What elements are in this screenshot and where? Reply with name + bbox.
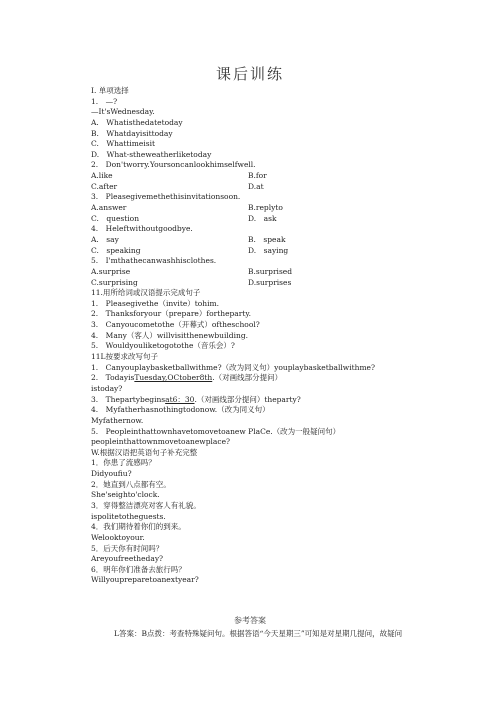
option-row [91, 214, 431, 225]
option-d: D. saying [248, 245, 289, 255]
underlined-phrase: Tuesday,OCtober8th [134, 373, 213, 383]
section-heading: I. 单项选择 [91, 86, 129, 95]
question-text: 3. Thepartybegins [91, 394, 166, 404]
option-row [91, 182, 431, 193]
underlined-phrase: at6：30 [165, 394, 195, 404]
answer-explanation: L答案：B点拨：考查特殊疑问句。根据答语“今天星期三”可知是对星期几提问，故疑问 [114, 629, 403, 638]
option-b: B.for [248, 171, 267, 181]
question-line: 6．明年你们准备去旅行吗？ [91, 564, 186, 574]
question-line [91, 395, 431, 406]
question-line: 1．你患了流感吗？ [91, 458, 156, 468]
answer-line: ispolitetotheguests. [91, 511, 166, 521]
section-heading: 11L按要求改写句子 [91, 352, 159, 362]
question-stem: 5. I'mthathecanwashhisclothes. [91, 256, 217, 266]
option-c: C.after [91, 181, 118, 191]
answer-line: Areyoufreetheday? [91, 554, 164, 564]
option-b: B.replyto [248, 203, 283, 213]
question-text: 2. Todayis [91, 373, 135, 383]
option-row [91, 267, 431, 278]
answer-line: Welooktoyour. [91, 532, 145, 542]
option-a: A.like [91, 171, 113, 181]
question-stem: 4. Heleftwithoutgoodbye. [91, 224, 193, 234]
option-d: D. ask [248, 213, 277, 223]
option-c: C.surprising [91, 277, 138, 287]
option-row [91, 235, 431, 246]
question-instruction: .（对画线部分提问）theparty? [194, 394, 301, 404]
question-line: 5. Peopleinthattownhavetomovetoanew PlaCe.（改为一般疑问句） [91, 426, 341, 436]
question-stem: 1. —? [91, 96, 118, 106]
exercise-body [91, 86, 431, 586]
question-line: 5. Wouldyouliketogotothe（音乐会）? [91, 341, 235, 351]
option-row [91, 246, 431, 257]
answer-line: Didyoufiu? [91, 469, 132, 479]
question-line: 4. Myfatherhasnothingtodonow.（改为同义句） [91, 405, 270, 415]
answer-line: Willyoupreparetoanextyear? [91, 575, 199, 585]
question-stem: 2. Don'tworry.Yoursoncanlookhimselfwell. [91, 160, 256, 170]
question-line: 5．后天你有时间吗？ [91, 543, 164, 553]
question-line: 3. Canyoucometothe（开幕式）oftheschool? [91, 320, 260, 330]
question-instruction: .（对画线部分提问） [212, 373, 283, 383]
option-c: C. speaking [91, 245, 141, 255]
question-line: 4. Many（客人）willvisitthenewbuilding. [91, 330, 249, 340]
page-title: 课后训练 [215, 65, 284, 83]
answer-line: istoday? [91, 383, 123, 393]
option-a: A.surprise [91, 266, 131, 276]
answers-heading: 参考答案 [234, 616, 266, 625]
answer-line: Myfathernow. [91, 415, 144, 425]
option-a: A. say [91, 234, 119, 244]
option-d: D.at [248, 181, 264, 191]
option-d: D.surprises [248, 277, 292, 287]
question-line [91, 373, 431, 384]
question-line: 3．穿得整洁漂亮对客人有礼貌。 [91, 500, 201, 510]
option-b: B.surprised [248, 266, 293, 276]
option-row [91, 171, 431, 182]
section-heading: 11.用所给词或汉语提示完成句子 [91, 288, 201, 298]
question-line: 1. Pleasegivethe（invite）tohim. [91, 298, 220, 308]
question-line: 2. Thanksforyour（prepare）fortheparty. [91, 309, 252, 319]
option-c: C. Whattimeisit [91, 139, 156, 149]
answer-line: peopleinthattownmovetoanewplace? [91, 437, 231, 447]
option-b: B. speak [248, 234, 286, 244]
question-stem: 3. Pleasegivemethethisinvitationsoon. [91, 192, 241, 202]
option-a: A. Whatisthedatetoday [91, 117, 183, 127]
option-c: C. question [91, 213, 140, 223]
answer-line: She'seighto'clock. [91, 490, 160, 500]
option-d: D. What-stheweatherliketoday [91, 149, 212, 159]
option-a: A.answer [91, 203, 127, 213]
option-row [91, 203, 431, 214]
question-line: 2．她直到八点都有空。 [91, 479, 171, 489]
question-reply: —It'sWednesday. [91, 107, 155, 117]
question-line: 4．我们期待着你们的到来。 [91, 522, 186, 532]
option-row [91, 278, 431, 289]
option-b: B. Whatdayisittoday [91, 128, 173, 138]
question-line: 1. Canyouplaybasketballwithme?（改为同义句）youplaybasketballwithme? [91, 362, 376, 372]
section-heading: W.根据汉语把英语句子补充完整 [91, 447, 198, 457]
